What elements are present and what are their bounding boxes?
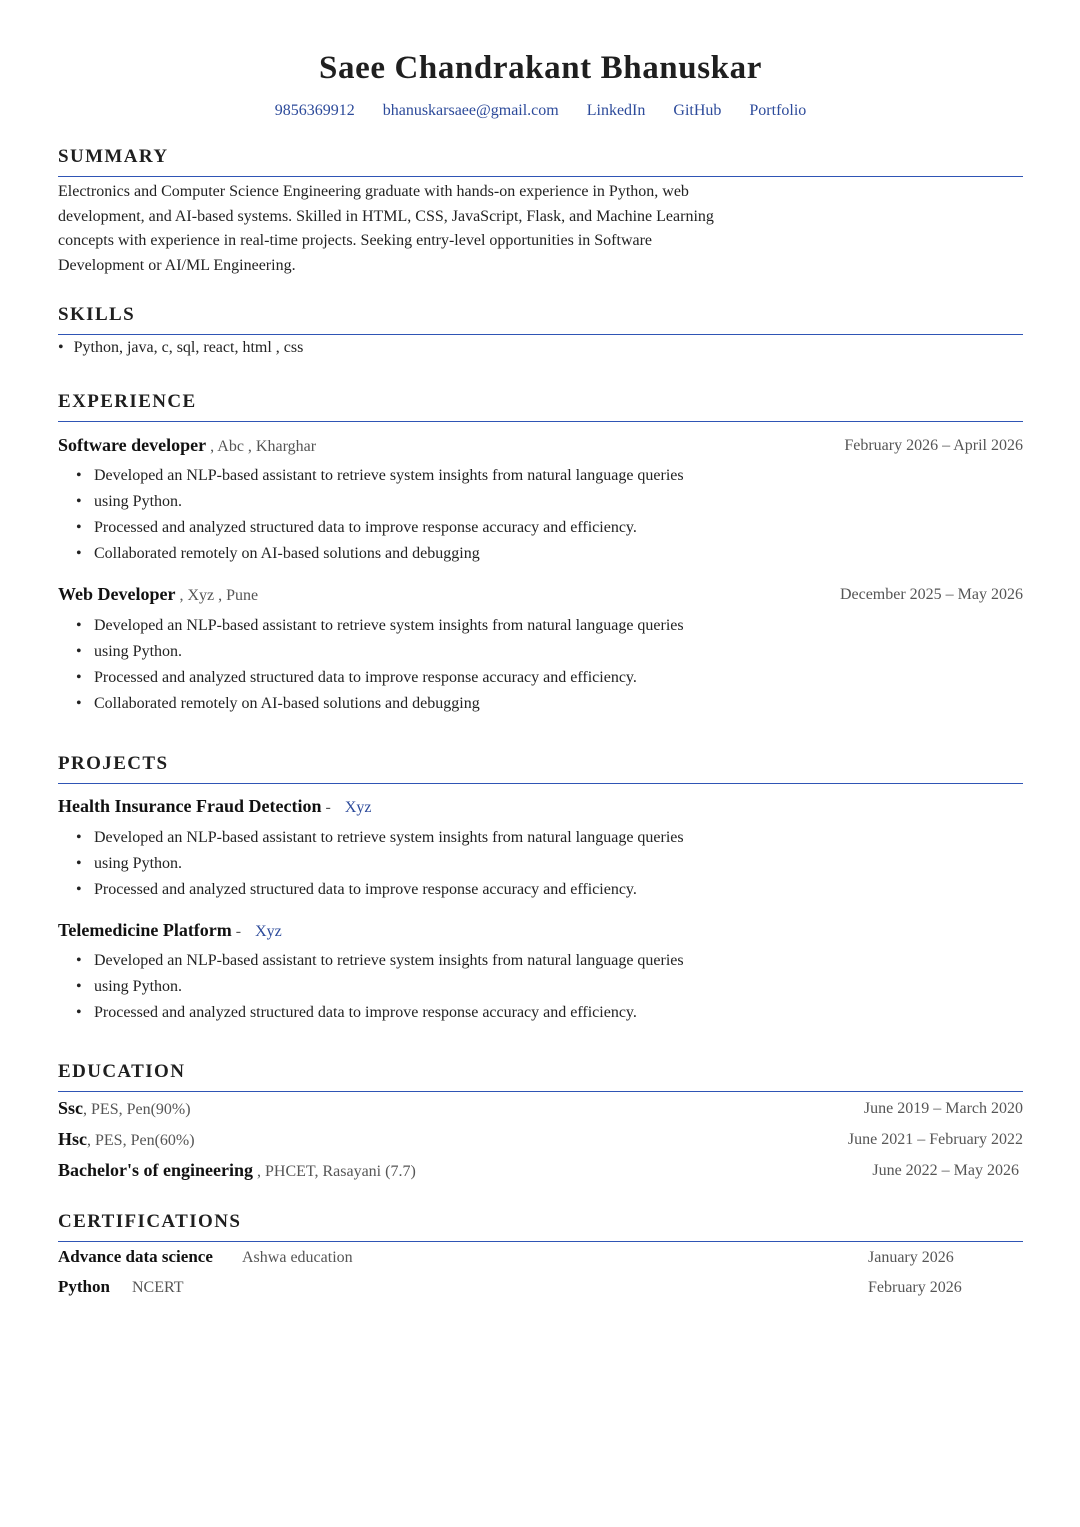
list-item: • using Python. (94, 489, 684, 515)
education-heading: EDUCATION (58, 1061, 186, 1082)
project-header (58, 796, 371, 817)
job-bullets (94, 613, 684, 717)
job-dates: December 2025 – May 2026 (839, 586, 1023, 603)
education-rule (58, 1091, 1023, 1092)
job-company: , Xyz , Pune (175, 587, 259, 604)
list-item: • Processed and analyzed structured data to improve response accuracy and efficiency. (94, 515, 684, 541)
list-item: • Developed an NLP-based assistant to retrieve system insights from natural language queries (94, 825, 684, 851)
list-item: • Developed an NLP-based assistant to retrieve system insights from natural language queries (94, 463, 684, 489)
project-bullets (94, 825, 684, 903)
summary-line: Development or AI/ML Engineering. (58, 256, 296, 274)
list-item: • Processed and analyzed structured data to improve response accuracy and efficiency. (94, 1000, 684, 1026)
education-dates: June 2022 – May 2026 (872, 1162, 1019, 1179)
list-item: • Collaborated remotely on AI-based solutions and debugging (94, 691, 684, 717)
list-item: • Processed and analyzed structured data to improve response accuracy and efficiency. (94, 877, 684, 903)
certification-date: January 2026 (868, 1249, 954, 1266)
education-details: , PES, Pen(90%) (83, 1101, 191, 1118)
contact-links (58, 102, 1023, 120)
education-details: , PES, Pen(60%) (87, 1132, 195, 1149)
project-title: Telemedicine Platform (58, 920, 232, 940)
summary-text (58, 180, 778, 278)
summary-line: concepts with experience in real-time projects. Seeking entry-level opportunities in Software (58, 232, 653, 249)
skills-list (58, 339, 303, 357)
education-degree: Bachelor's of engineering (58, 1160, 253, 1180)
skills-heading: SKILLS (58, 304, 136, 325)
education-entry (58, 1098, 191, 1119)
job-title: Web Developer (58, 584, 176, 604)
candidate-name: Saee Chandrakant Bhanuskar (319, 50, 762, 86)
experience-entry-header (58, 435, 316, 456)
project-separator: - (231, 923, 246, 940)
experience-entry-header (58, 584, 258, 605)
certification-title: Python (58, 1277, 110, 1296)
summary-line: Electronics and Computer Science Engineering graduate with hands-on experience in Python, web (58, 183, 689, 200)
education-degree: Ssc (58, 1098, 84, 1118)
certification-issuer: Ashwa education (242, 1249, 353, 1266)
email-link[interactable]: bhanuskarsaee@gmail.com (382, 102, 559, 119)
summary-rule (58, 176, 1023, 177)
summary-heading: SUMMARY (58, 146, 169, 167)
job-company: , Abc , Kharghar (206, 438, 317, 455)
education-dates: June 2019 – March 2020 (863, 1100, 1023, 1117)
list-item: • Developed an NLP-based assistant to retrieve system insights from natural language queries (94, 613, 684, 639)
certifications-rule (58, 1241, 1023, 1242)
list-item: • using Python. (94, 974, 684, 1000)
certifications-heading: CERTIFICATIONS (58, 1211, 242, 1232)
project-header (58, 920, 282, 941)
list-item: • using Python. (94, 639, 684, 665)
job-bullets (94, 463, 684, 567)
education-entry (58, 1160, 416, 1181)
project-title: Health Insurance Fraud Detection (58, 796, 322, 816)
github-link[interactable]: GitHub (673, 102, 722, 119)
projects-rule (58, 783, 1023, 784)
linkedin-link[interactable]: LinkedIn (586, 102, 646, 119)
experience-rule (58, 421, 1023, 422)
skills-text: Python, java, c, sql, react, html , css (73, 339, 304, 356)
project-bullets (94, 948, 684, 1026)
education-entry (58, 1129, 195, 1150)
list-item: • Developed an NLP-based assistant to retrieve system insights from natural language queries (94, 948, 684, 974)
education-degree: Hsc (58, 1129, 87, 1149)
certification-title: Advance data science (58, 1247, 213, 1266)
skills-rule (58, 334, 1023, 335)
list-item: • Processed and analyzed structured data to improve response accuracy and efficiency. (94, 665, 684, 691)
list-item: • Collaborated remotely on AI-based solutions and debugging (94, 541, 684, 567)
list-item: • using Python. (94, 851, 684, 877)
education-details: , PHCET, Rasayani (7.7) (252, 1163, 416, 1180)
phone-link[interactable]: 9856369912 (274, 102, 355, 119)
summary-line: development, and AI-based systems. Skilled in HTML, CSS, JavaScript, Flask, and Machine Learning (58, 207, 714, 225)
certification-issuer: NCERT (132, 1279, 184, 1296)
experience-heading: EXPERIENCE (58, 391, 197, 412)
projects-heading: PROJECTS (58, 753, 169, 774)
project-separator: - (321, 799, 335, 816)
job-dates: February 2026 – April 2026 (844, 437, 1023, 454)
job-title: Software developer (58, 435, 207, 455)
skills-bullet: • (58, 339, 64, 356)
certification-date: February 2026 (868, 1279, 962, 1296)
portfolio-link[interactable]: Portfolio (749, 102, 807, 119)
education-dates: June 2021 – February 2022 (847, 1131, 1023, 1148)
project-link[interactable]: Xyz (255, 923, 282, 940)
project-link[interactable]: Xyz (344, 799, 372, 816)
